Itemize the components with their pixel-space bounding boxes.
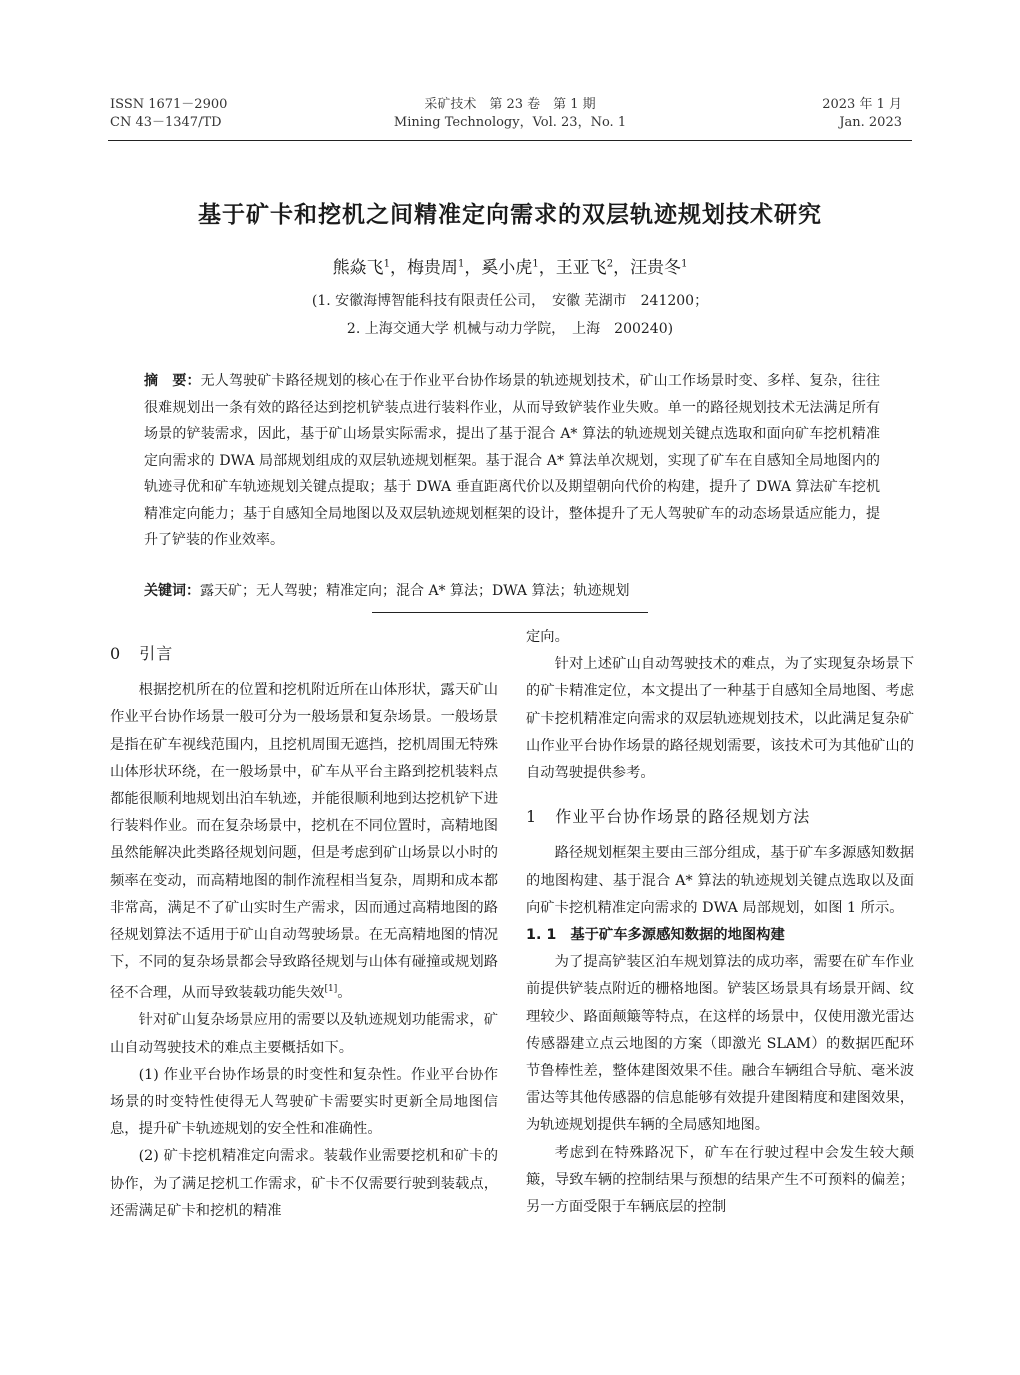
header-rule — [108, 140, 912, 141]
author-affil-mark: 1 — [532, 258, 539, 270]
paragraph-continuation: 定向。 — [526, 629, 569, 645]
author-name: 奚小虎 — [481, 258, 533, 278]
author-list: 熊焱飞$^1$，梅贵周$^1$，奚小虎$^1$，王亚飞$^2$，汪贵冬$^1$ — [332, 258, 688, 278]
abstract-label: 摘 要： — [144, 373, 201, 389]
author-name: 熊焱飞 — [332, 258, 384, 278]
paragraph — [110, 677, 498, 1007]
keywords — [144, 578, 880, 604]
paragraph: 针对矿山复杂场景应用的需要以及轨迹规划功能需求，矿山自动驾驶技术的难点主要概括如下。 — [110, 1012, 498, 1056]
journal-name-cn: 采矿技术 第 23 卷 第 1 期 — [424, 97, 596, 112]
body-column-right — [526, 624, 914, 1221]
date-cn: 2023 年 1 月 — [822, 97, 902, 112]
paper-title: 基于矿卡和挖机之间精准定向需求的双层轨迹规划技术研究 — [198, 202, 822, 228]
paragraph-text: 根据挖机所在的位置和挖机附近所在山体形状，露天矿山作业平台协作场景一般可分为一般场景和复杂场景。一般场景是指在矿车视线范围内，且挖机周围无遮挡，挖机周围无特殊山体形状环绕，在一般场景中，矿车从平台主路到挖机装料点都能很顺利地规划出泊车轨迹，并能很顺利地到达挖机铲下进行装料作业。而在复杂场景中，挖机在不同位置时，高精地图虽然能解决此类路径规划问题，但是考虑到矿山场景以小时的频率在变动，而高精地图的制作流程相当复杂，周期和成本都非常高，满足不了矿山实时生产需求，因而通过高精地图的路径规划算法不适用于矿山自动驾驶场景。在无高精地图的情况下，不同的复杂场景都会导致路径规划与山体有碰撞或规划路径不合理，从而导致装载功能失效 — [110, 682, 498, 1002]
cn-line: CN 43－1347/TD — [110, 115, 222, 130]
abstract-divider — [372, 612, 648, 613]
affiliation-1: (1. 安徽海博智能科技有限责任公司， 安徽 芜湖市 241200； — [311, 293, 709, 309]
paragraph: (2) 矿卡挖机精准定向需求。装载作业需要挖机和矿卡的协作，为了满足挖机工作需求，矿卡不仅需要行驶到装载点，还需满足矿卡和挖机的精准 — [110, 1148, 498, 1219]
subsection-heading-1-1 — [526, 922, 914, 949]
paragraph: 路径规划框架主要由三部分组成，基于矿车多源感知数据的地图构建、基于混合 A* 算法的轨迹规划关键点选取以及面向矿卡挖机精准定向需求的 DWA 局部规划，如图 1 所示。 — [526, 845, 914, 916]
author-affil-mark: 1 — [383, 258, 390, 270]
paragraph: 针对上述矿山自动驾驶技术的难点，为了实现复杂场景下的矿卡精准定位，本文提出了一种基于自感知全局地图、考虑矿卡挖机精准定向需求的双层轨迹规划技术，以此满足复杂矿山作业平台协作场景的路径规划需要，该技术可为其他矿山的自动驾驶提供参考。 — [526, 656, 914, 782]
section-heading-1 — [526, 803, 914, 830]
subsection-number: 1. 1 — [526, 927, 557, 944]
paragraph: 为了提高铲装区泊车规划算法的成功率，需要在矿车作业前提供铲装点附近的栅格地图。铲装区场景具有场景开阔、纹理较少、路面颠簸等特点，在这样的场景中，仅使用激光雷达传感器建立点云地图的方案（即激光 SLAM）的数据匹配环节鲁棒性差，整体建图效果不佳。融合车辆组合导航、毫米波雷达等其他传感器的信息能够有效提升建图精度和建图效果，为轨迹规划提供车辆的全局感知地图。 — [526, 954, 914, 1134]
date-en: Jan. 2023 — [839, 115, 902, 130]
section-title: 作业平台协作场景的路径规划方法 — [555, 807, 811, 827]
author-affil-mark: 1 — [457, 258, 465, 270]
author-affil-mark: 2 — [606, 258, 614, 270]
author-affil-mark: 1 — [681, 258, 688, 270]
affiliation-2: 2. 上海交通大学 机械与动力学院， 上海 200240) — [346, 321, 674, 337]
author-name: 梅贵周 — [406, 258, 458, 278]
paragraph-end: 。 — [337, 985, 352, 1002]
journal-name-en: Mining Technology，Vol. 23，No. 1 — [393, 115, 627, 130]
section-number: 1 — [526, 807, 538, 827]
section-number: 0 — [110, 644, 122, 663]
author-name: 王亚飞 — [555, 258, 607, 278]
citation-ref: [1] — [324, 984, 338, 995]
author-name: 汪贵冬 — [630, 258, 682, 278]
body-column-left — [110, 624, 498, 1225]
keywords-label: 关键词： — [144, 583, 200, 599]
issn-line: ISSN 1671－2900 — [110, 97, 228, 112]
section-heading-intro — [110, 640, 498, 667]
keywords-text: 露天矿；无人驾驶；精准定向；混合 A* 算法；DWA 算法；轨迹规划 — [200, 583, 630, 599]
paragraph: 考虑到在特殊路况下，矿车在行驶过程中会发生较大颠簸，导致车辆的控制结果与预想的结果产生不可预料的偏差；另一方面受限于车辆底层的控制 — [526, 1144, 914, 1216]
paragraph: (1) 作业平台协作场景的时变性和复杂性。作业平台协作场景的时变特性使得无人驾驶矿卡需要实时更新全局地图信息，提升矿卡轨迹规划的安全性和准确性。 — [110, 1066, 498, 1138]
subsection-title: 基于矿车多源感知数据的地图构建 — [570, 927, 785, 944]
section-title: 引言 — [139, 644, 174, 663]
abstract-text: 无人驾驶矿卡路径规划的核心在于作业平台协作场景的轨迹规划技术，矿山工作场景时变、多样、复杂，往往很难规划出一条有效的路径达到挖机铲装点进行装料作业，从而导致铲装作业失败。单一的路径规划技术无法满足所有场景的铲装需求，因此，基于矿山场景实际需求，提出了基于混合 A* 算法的轨迹规划关键点选取和面向矿车挖机精准定向需求的 DWA 局部规划组成的双层轨迹规划框架。基于混合 A* 算法单次规划，实现了矿车在自感知全局地图内的轨迹寻优和矿车轨迹规划关键点提取；基于 DWA 垂直距离代价以及期望朝向代价的构建，提升了 DWA 算法矿车挖机精准定向能力；基于自感知全局地图以及双层轨迹规划框架的设计，整体提升了无人驾驶矿车的动态场景适应能力，提升了铲装的作业效率。 — [144, 373, 881, 548]
journal-date — [822, 96, 902, 132]
abstract — [144, 368, 880, 554]
